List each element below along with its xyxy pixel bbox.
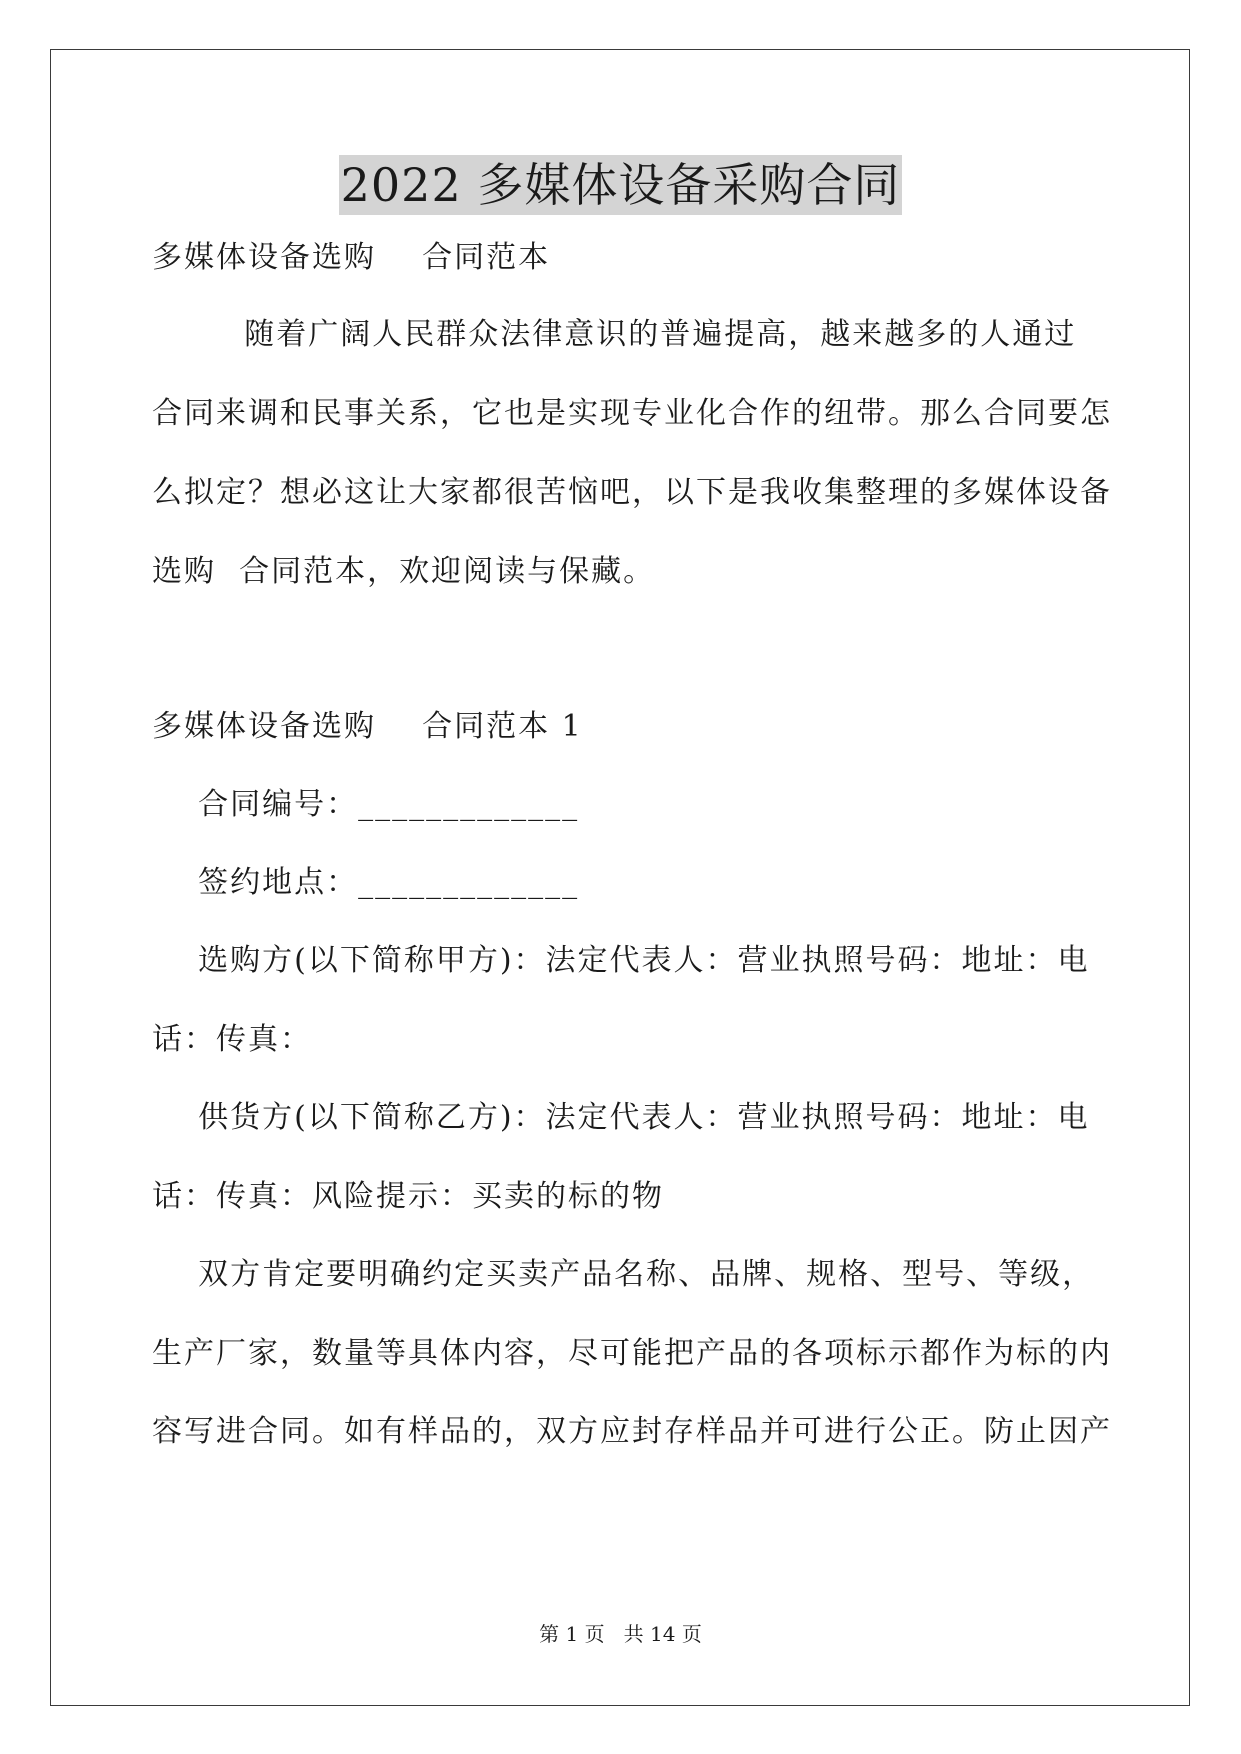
paragraph-line: 生产厂家，数量等具体内容，尽可能把产品的各项标示都作为标的内	[152, 1336, 1112, 1371]
paragraph-line: 选购方(以下简称甲方)：法定代表人：营业执照号码：地址：电	[152, 943, 1090, 978]
paragraph-line: 话：传真：	[152, 1022, 312, 1057]
title-wrapper	[0, 155, 1241, 215]
paragraph-line: 选购 合同范本，欢迎阅读与保藏。	[152, 554, 656, 589]
paragraph-line: 供货方(以下简称乙方)：法定代表人：营业执照号码：地址：电	[152, 1100, 1090, 1135]
paragraph-line: 么拟定？想必这让大家都很苦恼吧，以下是我收集整理的多媒体设备	[152, 475, 1112, 510]
paragraph-line: 签约地点：_____________	[152, 865, 580, 900]
document-title: 2022 多媒体设备采购合同	[339, 155, 903, 215]
section-heading: 多媒体设备选购 合同范本	[152, 240, 551, 275]
paragraph-line: 双方肯定要明确约定买卖产品名称、品牌、规格、型号、等级，	[152, 1257, 1095, 1292]
paragraph-line: 合同来调和民事关系，它也是实现专业化合作的纽带。那么合同要怎	[152, 396, 1112, 431]
paragraph-line: 容写进合同。如有样品的，双方应封存样品并可进行公正。防止因产	[152, 1414, 1112, 1449]
paragraph-line: 话：传真：风险提示：买卖的标的物	[152, 1179, 664, 1214]
paragraph-line: 合同编号：_____________	[152, 787, 580, 822]
page-footer: 第 1 页 共 14 页	[539, 1622, 702, 1646]
section-heading: 多媒体设备选购 合同范本 1	[152, 709, 583, 744]
paragraph-line: 随着广阔人民群众法律意识的普遍提高，越来越多的人通过	[152, 317, 1077, 352]
